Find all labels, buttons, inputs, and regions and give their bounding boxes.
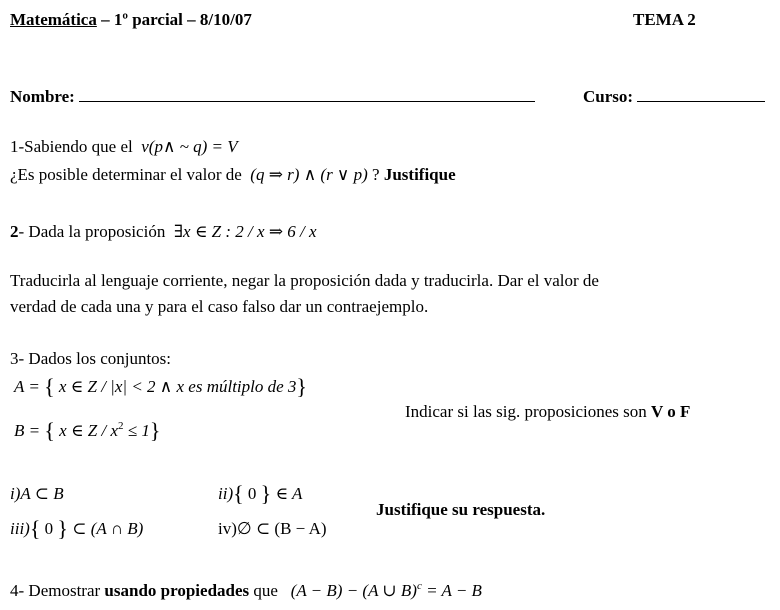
q3-ii-close-brace: }	[260, 481, 272, 506]
set-b	[14, 418, 160, 443]
q2-prop: ∃x ∈ Z : 2 / x ⇒ 6 / x	[173, 222, 317, 241]
set-b-head: B =	[14, 421, 45, 440]
set-b-tail: ≤ 1	[123, 421, 150, 440]
q4-line	[10, 580, 482, 601]
q3-iii-tail: ⊂ (A ∩ B)	[67, 519, 144, 538]
q3-ii-tail: ∈ A	[271, 484, 303, 503]
q3-iii-label: iii)	[10, 519, 30, 538]
set-a	[14, 374, 307, 399]
q4-que: que	[249, 581, 278, 600]
exam-header	[10, 10, 252, 30]
q3-item-ii	[218, 481, 302, 506]
q3-indicar-text: Indicar si las sig. proposiciones son	[405, 402, 651, 421]
q2-num: 2	[10, 222, 19, 241]
q3-item-i: i)A ⊂ B	[10, 484, 64, 503]
q3-item-iii	[10, 516, 143, 541]
q3-indicar	[405, 402, 690, 422]
q2-line	[10, 222, 317, 242]
set-b-exp: 2	[118, 420, 124, 432]
q4-expr-b: = A − B	[421, 581, 482, 600]
exam-info: – 1º parcial – 8/10/07	[96, 10, 252, 29]
subject-title: Matemática	[10, 10, 97, 29]
q1-line1	[10, 137, 238, 157]
course-blank	[637, 100, 765, 102]
set-a-close-brace: }	[296, 374, 307, 399]
q4-intro: 4- Demostrar	[10, 581, 105, 600]
q3-ii-open-brace: {	[233, 481, 244, 506]
set-a-open-brace: {	[44, 374, 55, 399]
q3-intro: 3- Dados los conjuntos:	[10, 349, 172, 368]
course-label: Curso:	[583, 87, 634, 106]
q2-text-1: Traducirla al lenguaje corriente, negar la proposición dada y traducirla. Dar el valor de	[10, 271, 599, 290]
set-b-close-brace: }	[149, 418, 161, 443]
q1-given: v(p∧ ~ q) = V	[141, 137, 238, 156]
q3-v: V	[651, 402, 663, 421]
q1-justify: Justifique	[383, 165, 456, 184]
tema-label: TEMA 2	[633, 10, 696, 29]
q3-ii-label: ii)	[218, 484, 234, 503]
set-b-body: x ∈ Z / x	[54, 421, 119, 440]
q1-line2	[10, 165, 456, 185]
q1-intro: 1-Sabiendo que el	[10, 137, 133, 156]
student-course-row	[583, 87, 765, 107]
q3-ii-body: 0	[243, 484, 261, 503]
set-a-head: A =	[14, 377, 45, 396]
q3-justify: Justifique su respuesta.	[376, 500, 546, 519]
set-b-open-brace: {	[44, 418, 55, 443]
q3-iii-body: 0	[40, 519, 58, 538]
q1-qmark: ?	[367, 165, 384, 184]
q1-question: ¿Es posible determinar el valor de	[10, 165, 242, 184]
q3-iii-open-brace: {	[29, 516, 41, 541]
q3-iii-close-brace: }	[57, 516, 68, 541]
student-name-row	[10, 87, 535, 107]
q4-expr-a: (A − B) − (A ∪ B)	[290, 581, 417, 600]
q2-text-2: verdad de cada una y para el caso falso dar un contraejemplo.	[10, 297, 429, 316]
q3-o: o	[662, 402, 680, 421]
q3-item-iv: iv)∅ ⊂ (B − A)	[218, 519, 327, 538]
q2-intro: - Dada la proposición	[18, 222, 166, 241]
q1-expr: (q ⇒ r) ∧ (r ∨ p)	[250, 165, 368, 184]
q4-expr-c: c	[416, 580, 422, 592]
name-blank	[79, 100, 535, 102]
set-a-body: x ∈ Z / |x| < 2 ∧ x es múltiplo de 3	[54, 377, 297, 396]
q3-f: F	[679, 402, 691, 421]
name-label: Nombre:	[10, 87, 75, 106]
q4-bold: usando propiedades	[104, 581, 250, 600]
